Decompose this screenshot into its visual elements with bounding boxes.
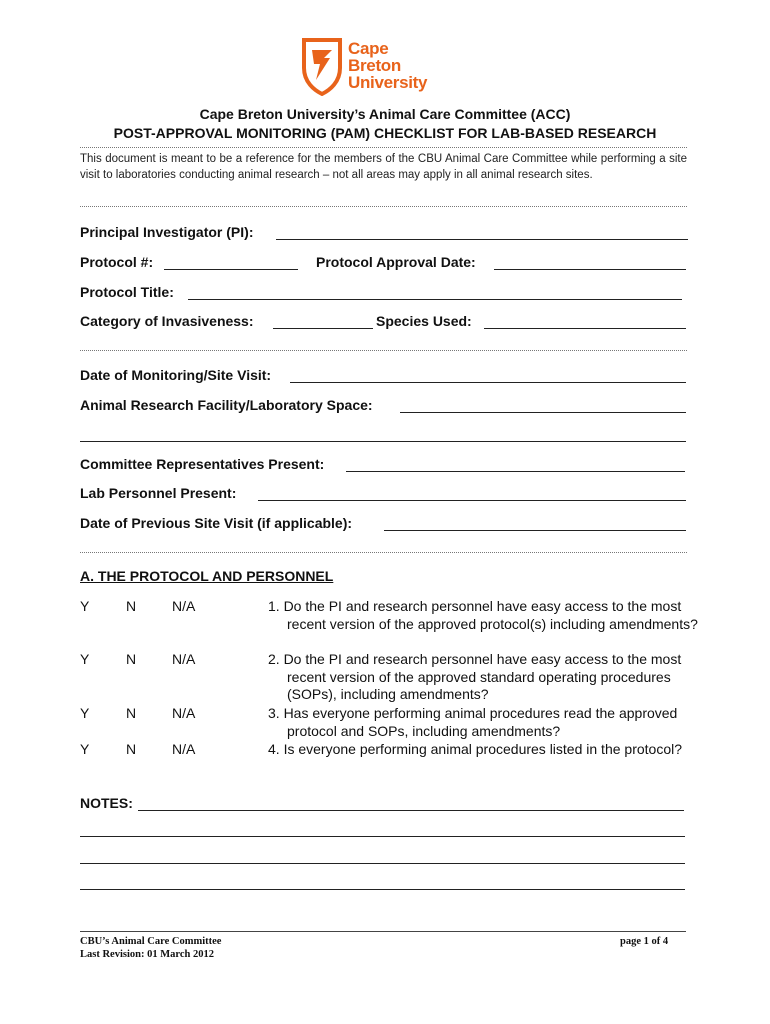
protocol-title-field[interactable] bbox=[188, 299, 682, 300]
option-na[interactable]: N/A bbox=[172, 651, 196, 667]
option-na[interactable]: N/A bbox=[172, 741, 196, 757]
species-label: Species Used: bbox=[376, 313, 472, 329]
protocol-number-label: Protocol #: bbox=[80, 254, 154, 270]
dotted-divider bbox=[80, 147, 687, 148]
question-4: 4. Is everyone performing animal procedures listed in the protocol? bbox=[268, 741, 682, 757]
facility-label: Animal Research Facility/Laboratory Space: bbox=[80, 397, 373, 413]
pi-field[interactable] bbox=[276, 239, 688, 240]
logo-line-2: Breton bbox=[348, 56, 401, 75]
option-no[interactable]: N bbox=[126, 651, 137, 667]
protocol-title-label: Protocol Title: bbox=[80, 284, 174, 300]
previous-visit-label: Date of Previous Site Visit (if applicable): bbox=[80, 515, 353, 531]
dotted-divider bbox=[80, 552, 687, 553]
footer-committee: CBU’s Animal Care Committee bbox=[80, 936, 222, 947]
page-number: page 1 of 4 bbox=[620, 936, 669, 947]
monitoring-date-field[interactable] bbox=[290, 382, 686, 383]
question-2: 2. Do the PI and research personnel have easy access to the most recent version of the approved standard operating procedures (SOPs), including amendments? bbox=[268, 651, 682, 702]
lab-personnel-field[interactable] bbox=[258, 500, 686, 501]
logo-line-3: University bbox=[348, 73, 428, 92]
logo-line-1: Cape bbox=[348, 39, 389, 58]
invasiveness-label: Category of Invasiveness: bbox=[80, 313, 254, 329]
approval-date-label: Protocol Approval Date: bbox=[316, 254, 476, 270]
dotted-divider bbox=[80, 206, 687, 207]
option-no[interactable]: N bbox=[126, 741, 137, 757]
representatives-label: Committee Representatives Present: bbox=[80, 456, 325, 472]
lab-personnel-label: Lab Personnel Present: bbox=[80, 485, 237, 501]
facility-field[interactable] bbox=[400, 412, 686, 413]
previous-visit-field[interactable] bbox=[384, 530, 686, 531]
option-yes[interactable]: Y bbox=[80, 705, 90, 721]
option-no[interactable]: N bbox=[126, 598, 137, 614]
representatives-field[interactable] bbox=[346, 471, 685, 472]
protocol-number-field[interactable] bbox=[164, 269, 298, 270]
notes-field-line-3[interactable] bbox=[80, 863, 685, 864]
species-field[interactable] bbox=[484, 328, 686, 329]
option-yes[interactable]: Y bbox=[80, 651, 90, 667]
section-a-heading: A. THE PROTOCOL AND PERSONNEL bbox=[80, 568, 334, 584]
intro-paragraph: This document is meant to be a reference for the members of the CBU Animal Care Committee while performing a site visit to laboratories conducting animal research – not all areas may apply in all animal research sites. bbox=[80, 153, 687, 181]
document-title: Cape Breton University’s Animal Care Committee (ACC) bbox=[199, 106, 571, 122]
option-na[interactable]: N/A bbox=[172, 598, 196, 614]
option-na[interactable]: N/A bbox=[172, 705, 196, 721]
document-subtitle: POST-APPROVAL MONITORING (PAM) CHECKLIST FOR LAB-BASED RESEARCH bbox=[113, 125, 657, 141]
option-no[interactable]: N bbox=[126, 705, 137, 721]
notes-field-line-4[interactable] bbox=[80, 889, 685, 890]
notes-label: NOTES: bbox=[80, 795, 133, 811]
notes-field[interactable] bbox=[138, 810, 684, 811]
notes-field-line-2[interactable] bbox=[80, 836, 685, 837]
option-yes[interactable]: Y bbox=[80, 598, 90, 614]
approval-date-field[interactable] bbox=[494, 269, 686, 270]
cbu-logo bbox=[298, 36, 458, 98]
footer-revision: Last Revision: 01 March 2012 bbox=[80, 949, 214, 960]
footer-divider bbox=[80, 931, 686, 932]
question-1: 1. Do the PI and research personnel have easy access to the most recent version of the approved protocol(s) including amendments? bbox=[268, 598, 698, 632]
shield-logo-icon bbox=[300, 38, 344, 96]
question-3: 3. Has everyone performing animal procedures read the approved protocol and SOPs, including amendments? bbox=[268, 705, 678, 739]
dotted-divider bbox=[80, 350, 687, 351]
facility-field-line-2[interactable] bbox=[80, 441, 686, 442]
monitoring-date-label: Date of Monitoring/Site Visit: bbox=[80, 367, 272, 383]
option-yes[interactable]: Y bbox=[80, 741, 90, 757]
pi-label: Principal Investigator (PI): bbox=[80, 224, 254, 240]
invasiveness-field[interactable] bbox=[273, 328, 373, 329]
